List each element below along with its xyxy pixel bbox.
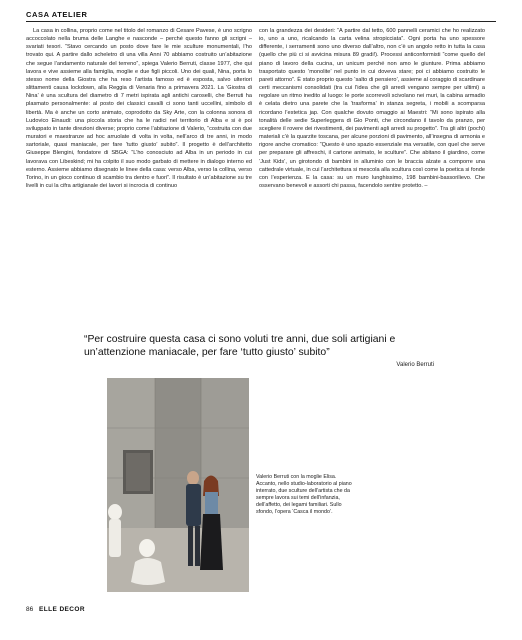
magazine-brand: ELLE DECOR [39, 606, 85, 613]
article-paragraph: La casa in collina, proprio come nel titolo del romanzo di Cesare Pavese, è uno scrigno accoccolato nella bruma delle Langhe e nasconde – perché questo fanno gli scrigni – svariati tesori. “Stavo cercando un posto dove fare le mie sculture monumentali, l’ho trovato qui. A partire dallo scheletro di una villa Anni 70 abbiamo costruito un’abitazione che segue l’andamento naturale del terreno”, spiega Valerio Berruti, classe 1977, che qui lavora e vive assieme alla famiglia, moglie e due figli piccoli. Uno dei quali, Nina, porta lo stesso nome della Giostra che ha reso l’artista famoso ed è esposta, salvo ulteriori slittamenti causa lockdown, alla Reggia di Venaria fino a primavera 2021. La ‘Giostra di Nina’ è una scultura del diametro di 7 metri ispirata agli antichi caroselli, che Berruti ha plasmato personalmente: al posto dei classici cavalli ci sono tanti uccellini, simbolo di libertà. Ma è anche un corto animato, coprodotto da Sky Arte, con la colonna sonora di Ludovico Einaudi: una piccola storia che ha le radici nel territorio di Alba e si è poi sviluppato in tante direzioni diverse; proprio come l’abitazione di Valerio, “costruita con due muratori e maestranze ad hoc arruolate di volta in volta, nell’arco di tre anni, in modo sartoriale, quasi maniacale, per fare ‘tutto giusto’ subito”. Il progetto è dell’architetto Giuseppe Blengini, fondatore di SBGA: “L’ho conosciuto ad Alba in un periodo in cui lavorava con Libeskind; mi ha colpito il suo modo garbato di mettere in dialogo interno ed esterno. Assieme abbiamo disegnato le linee della casa: verso Alba, verso la collina, verso Torino, in un gioco continuo di scambio tra dentro e fuori”. Il risultato è un’abitazione su tre livelli in cui la cifra artigianale dei lavori si incrocia di continuo [26, 28, 252, 189]
studio-photo [107, 378, 249, 592]
article-column-right [259, 27, 485, 190]
article-column-left [26, 27, 252, 190]
studio-photo-illustration [107, 378, 249, 592]
photo-caption: Valerio Berruti con la moglie Elisa. Accanto, nello studio-laboratorio al piano interrato, due sculture dell’artista che da sempre lavora sui temi dell’infanzia, dell’affetto, dei legami familiari. Sullo sfondo, l’opera ‘Casca il mondo’. [256, 474, 352, 515]
pull-quote: “Per costruire questa casa ci sono voluti tre anni, due soli artigiani e un’attenzione maniacale, per fare ‘tutto giusto’ subito” [84, 334, 396, 358]
page-footer [26, 606, 85, 613]
page-number: 86 [26, 606, 34, 613]
section-label: CASA ATELIER [26, 10, 88, 19]
section-rule [26, 21, 496, 22]
pull-quote-attribution: Valerio Berruti [396, 362, 434, 368]
article-paragraph: con la grandezza dei desideri: “A partire dal tetto, 600 pannelli ceramici che ho realizzato io, uno a uno, ricalcando la carta velina stropicciata”. Ogni porta ha uno spessore differente, i serramenti sono uno diverso dall’altro, non c’è un angolo retto in tutta la casa (quello che più ci si avvicina misura 89 gradi!). Processi anticonformisti “come quello del piano di lavoro della cucina, un unicum perché non amo le giunture. Prima abbiamo trasportato questo ‘monolite’ nel punto in cui doveva stare; poi ci abbiamo costruito le pareti attorno”. È stato proprio questo ‘salto di pensiero’, assieme al coraggio di scardinare certi meccanismi consolidati (tra cui l’idea che gli arredi vengano sempre per ultimi) a regolare un ritmo inedito al luogo: le porte scorrevoli scivolano nei muri, la cabina armadio è celata dietro una parete che la ‘trasforma’ in stanza segreta, i mobili a scomparsa ricordano l’estetica jap. Con qualche dovuto omaggio ai Maestri: “Mi sono ispirato alla tonalità delle sedie Superleggera di Gio Ponti, che circondano il tavolo da pranzo, per scegliere il rovere dei rivestimenti, dei pavimenti agli arredi su progetto”. Tra gli altri (pochi) materiali c’è la quarzite toscana, per alcune porzioni di pavimento, all’insegna di armonia e rigore anche cromatico: “Questo è uno spazio essenziale ma versatile, con quel che serve per preparare gli affreschi, il cartone animato, le sculture”. Che abitano il giardino, come ‘Just Kids’, un girotondo di bambini in alluminio con le braccia alzate a comporre una cattedrale virtuale, in cui l’architettura si mescola alla scultura così come la poetica si fonde con l’esperienza. E la casa: su un muro lunghissimo, 198 bambini-bassorilievo. Che osservano benevoli e assorti chi passa, facendolo sentire protetto. – [259, 28, 485, 189]
